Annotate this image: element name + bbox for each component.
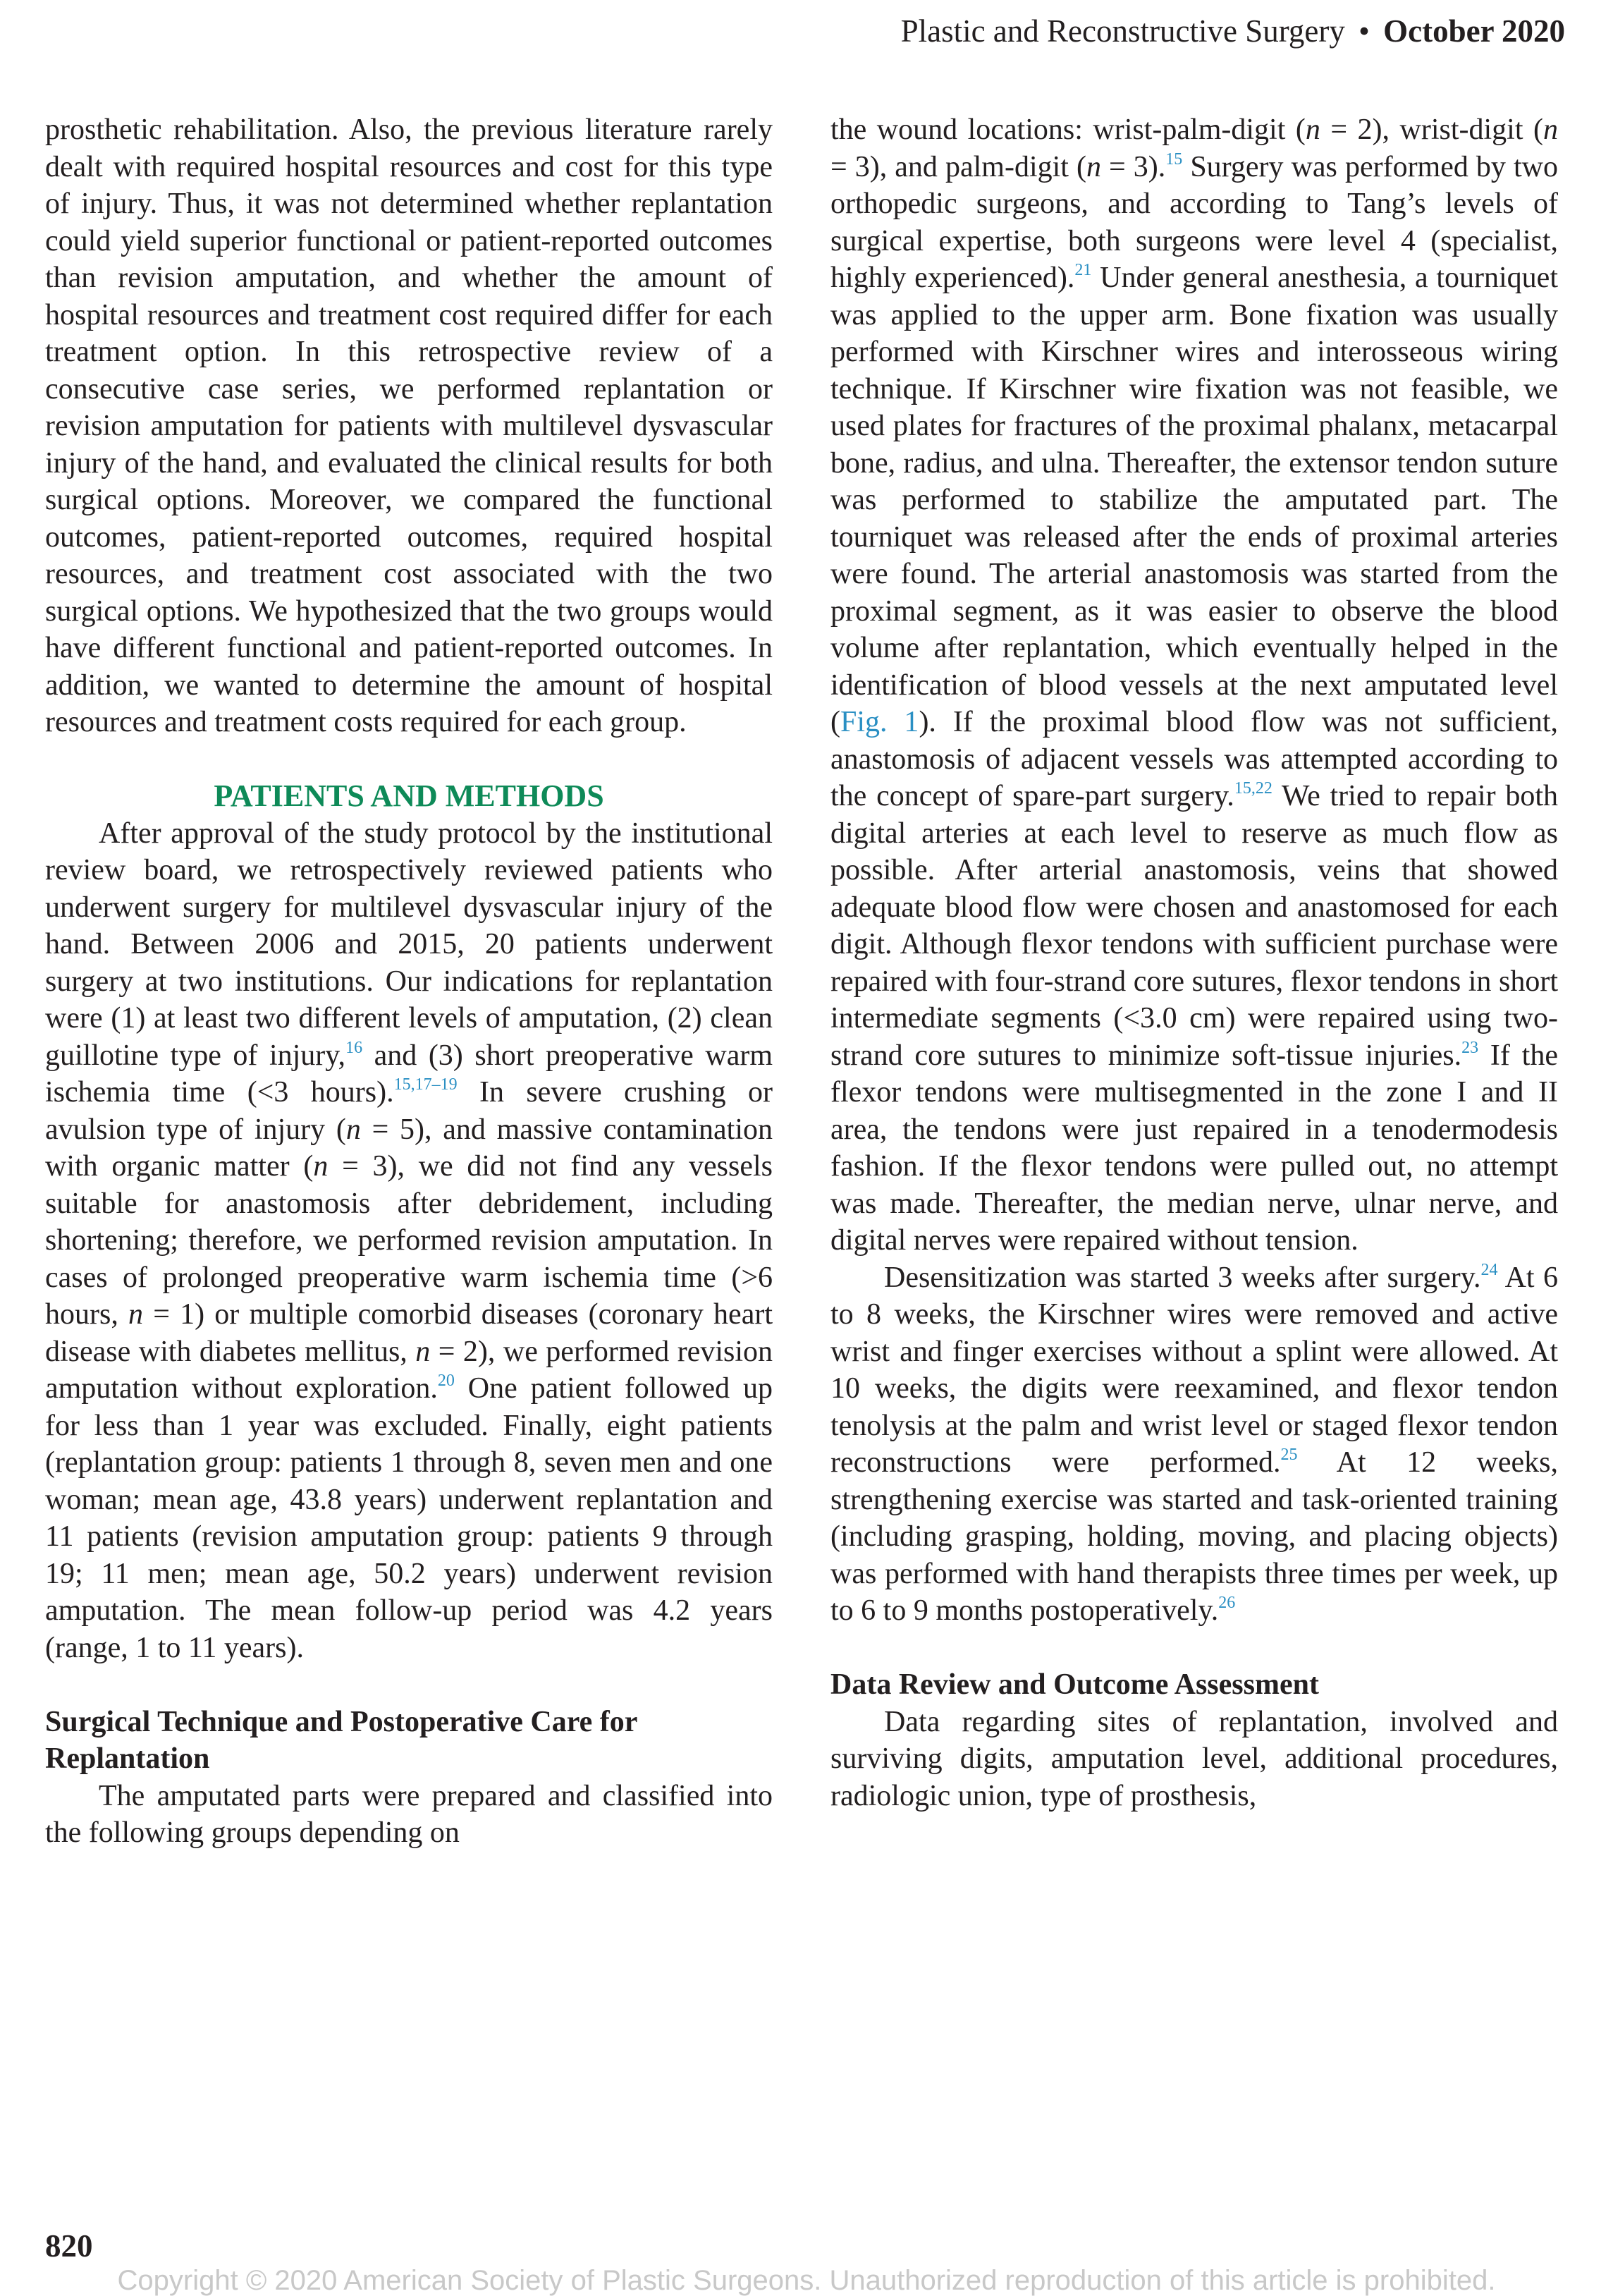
methods-paragraph: After approval of the study protocol by the institutional review board, we retrospectively reviewed patients who underwent surgery for multilevel dysvascular injury of the hand. Between 2006 and 2015, 20 patients underwent surgery at two institutions. Our indications for replantation were (1) at least two different levels of amputation, (2) clean guillotine type of injury,$^{16}$ and (3) short preoperative warm ischemia time (<3 hours).$^{15,17-19}$ In severe crushing or avulsion type of injury (n = 5), and massive contamination with organic matter (n = 3), we did not find any vessels suitable for anastomosis after debridement, including shortening; therefore, we performed revision amputation. In cases of prolonged preoperative warm ischemia time (>6 hours, n = 1) or multiple comorbid diseases (coronary heart disease with diabetes mellitus, n = 2), we performed revision amputation without exploration.$^{20}$ One patient followed up for less than 1 year was excluded. Finally, eight patients (replantation group: patients 1 through 8, seven men and one woman; mean age, 43.8 years) underwent replantation and 11 patients (revision amputation group: patients 9 through 19; 11 men; mean age, 50.2 years) underwent revision amputation. The mean follow-up period was 4.2 years (range, 1 to 11 years). [45, 817, 773, 1664]
citation-link[interactable]: 24 [1480, 1260, 1498, 1279]
citation-link[interactable]: 20 [437, 1372, 455, 1390]
surgical-technique-paragraph: The amputated parts were prepared and classified into the following groups depending on [45, 1779, 773, 1849]
issue-date: October 2020 [1383, 13, 1565, 49]
subsection-heading: Surgical Technique and Postoperative Care for Replantation [45, 1705, 637, 1775]
left-column [45, 111, 773, 1852]
figure-link[interactable]: Fig. 1 [840, 706, 919, 738]
citation-link[interactable]: 15 [1165, 149, 1183, 169]
right-column [830, 111, 1558, 1814]
copyright-notice: Copyright © 2020 American Society of Plastic Surgeons. Unauthorized reproduction of this article is prohibited. [117, 2265, 1496, 2296]
header-separator: • [1359, 13, 1370, 49]
data-review-paragraph: Data regarding sites of replantation, involved and surviving digits, amputation level, additional procedures, radiologic union, type of prosthesis, [830, 1705, 1558, 1812]
citation-link[interactable]: 21 [1074, 261, 1092, 279]
running-head [901, 10, 1565, 52]
citation-link[interactable]: 26 [1218, 1594, 1236, 1612]
citation-link[interactable]: 15,17–19 [393, 1075, 458, 1094]
surgical-technique-continuation: the wound locations: wrist-palm-digit (n = 2), wrist-digit (n = 3), and palm-digit (n = 3).$^{15}$ Surgery was performed by two orthopedic surgeons, and according to Tang’s levels of surgical expertise, both surgeons were level 4 (specialist, highly experienced).$^{21}$ Under general anesthesia, a tourniquet was applied to the upper arm. Bone fixation was usually performed with Kirschner wires and interosseous wiring technique. If Kirschner wire fixation was not feasible, we used plates for fractures of the proximal phalanx, metacarpal bone, radius, and ulna. Thereafter, the extensor tendon suture was performed to stabilize the amputated part. The tourniquet was released after the ends of proximal arteries were found. The arterial anastomosis was started from the proximal segment, as it was easier to observe the blood volume after replantation, which eventually helped in the identification of blood vessels at the next amputated level (Fig. 1). If the proximal blood flow was not sufficient, anastomosis of adjacent vessels was attempted according to the concept of spare-part surgery.$^{15,22}$ We tried to repair both digital arteries at each level to reserve as much flow as possible. After arterial anastomosis, veins that showed adequate blood flow were chosen and anastomosed for each digit. Although flexor tendons with sufficient purchase were repaired with four-strand core sutures, flexor tendons in short intermediate segments (<3.0 cm) were repaired using two-strand core sutures to minimize soft-tissue injuries.$^{23}$ If the flexor tendons were multisegmented in the zone I and II area, the tendons were just repaired in a tenodermodesis fashion. If the flexor tendons were pulled out, no attempt was made. Thereafter, the median nerve, ulnar nerve, and digital nerves were repaired without tension. [830, 114, 1559, 1257]
subsection-heading: Data Review and Outcome Assessment [830, 1668, 1319, 1701]
journal-title: Plastic and Reconstructive Surgery [900, 13, 1345, 49]
citation-link[interactable]: 25 [1280, 1446, 1298, 1464]
section-heading: PATIENTS AND METHODS [214, 778, 604, 813]
citation-link[interactable]: 23 [1461, 1038, 1479, 1057]
postoperative-care-paragraph: Desensitization was started 3 weeks after surgery.$^{24}$ At 6 to 8 weeks, the Kirschner wires were removed and active wrist and finger exercises without a splint were allowed. At 10 weeks, the digits were reexamined, and flexor tendon tenolysis at the palm and wrist level or staged flexor tendon reconstructions were performed.$^{25}$ At 12 weeks, strengthening exercise was started and task-oriented training (including grasping, holding, moving, and placing objects) was performed with hand therapists three times per week, up to 6 to 9 months postoperatively.$^{26}$ [830, 1260, 1558, 1627]
citation-link[interactable]: 16 [345, 1038, 363, 1057]
citation-link[interactable]: 15,22 [1234, 779, 1272, 798]
page-number: 820 [45, 2228, 93, 2264]
intro-continuation-paragraph: prosthetic rehabilitation. Also, the previous literature rarely dealt with required hospital resources and cost for this type of injury. Thus, it was not determined whether replantation could yield superior functional or patient-reported outcomes than revision amputation, and whether the amount of hospital resources and treatment cost required differ for each treatment option. In this retrospective review of a consecutive case series, we performed replantation or revision amputation for patients with multilevel dysvascular injury of the hand, and evaluated the clinical results for both surgical options. Moreover, we compared the functional outcomes, patient-reported outcomes, required hospital resources, and treatment cost associated with the two surgical options. We hypothesized that the two groups would have different functional and patient-reported outcomes. In addition, we wanted to determine the amount of hospital resources and treatment costs required for each group. [45, 114, 773, 738]
